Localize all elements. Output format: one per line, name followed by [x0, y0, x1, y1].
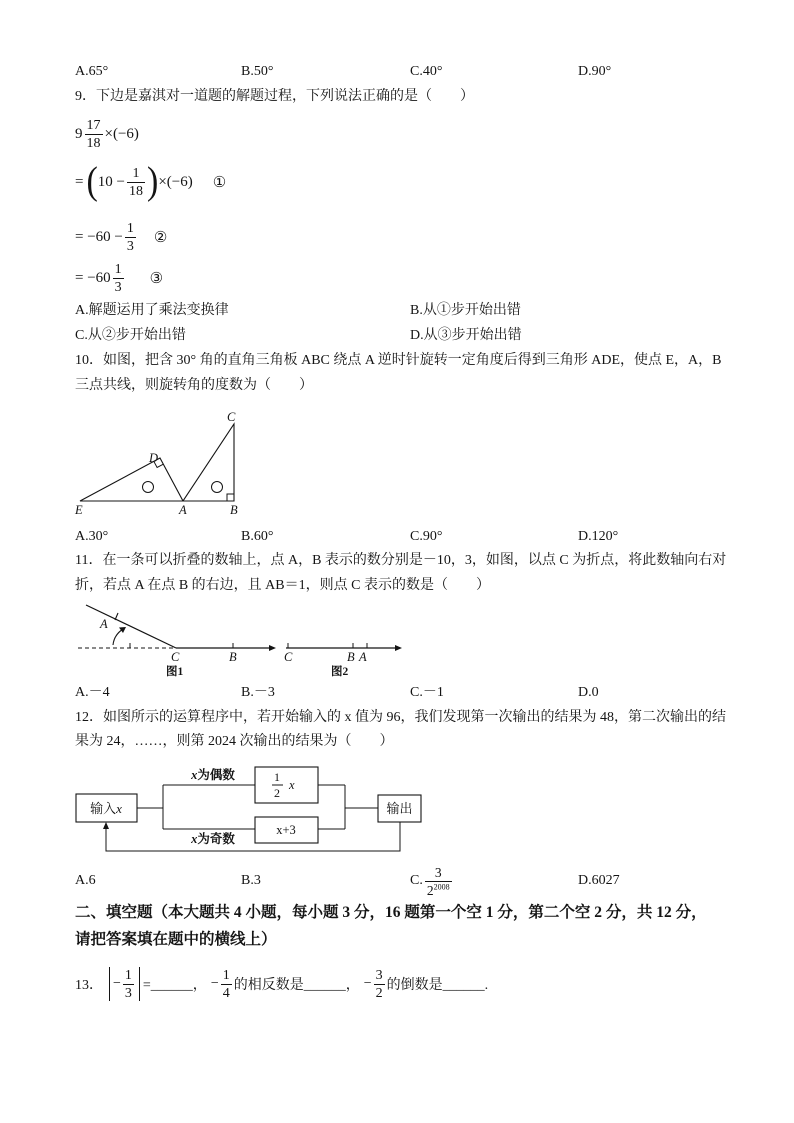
step-marker: ③: [149, 270, 164, 287]
numerator: 1: [132, 165, 140, 181]
axis-arrow-1: [269, 645, 276, 651]
power-exponent: 2008: [433, 882, 450, 891]
triangle-ade: [80, 458, 183, 501]
label-d: D: [149, 451, 159, 465]
feedback-loop: [106, 822, 400, 851]
label-b: B: [230, 503, 238, 517]
q11-option-d: D.0: [578, 685, 599, 700]
fig2-label-c: C: [284, 650, 293, 664]
minus-sign: −: [210, 976, 219, 991]
q9-step-0: [75, 116, 139, 152]
q8-option-a: A.65°: [75, 64, 109, 79]
fig2-label-b: B: [347, 650, 355, 664]
triangle-abc: [183, 424, 234, 501]
expression-part: 10 −: [97, 173, 126, 190]
q13: [75, 966, 488, 1002]
option-c-fraction: [425, 865, 452, 898]
equals-sign: =: [75, 173, 84, 190]
fig1-label-b: B: [229, 650, 237, 664]
right-paren: ): [147, 160, 159, 203]
q12-flowchart: [72, 760, 427, 856]
denominator: 3: [126, 238, 134, 254]
fraction: [221, 968, 232, 1001]
q10-stem-line-1: 10．如图，把含 30° 角的直角三角板 ABC 绕点 A 逆时针旋转一定角度后得到三角形 ADE，使点 E，A，B: [75, 353, 722, 368]
minus-sign: −: [363, 976, 372, 991]
q10-stem-line-2: 三点共线，则旋转角的度数为（ ）: [75, 378, 313, 393]
section-2-heading-line-2: 请把答案填在题中的横线上）: [75, 931, 277, 948]
q9-option-a: A.解题运用了乘法变换律: [75, 303, 229, 318]
q12-stem-line-2: 果为 24，……，则第 2024 次输出的结果为（ ）: [75, 734, 394, 749]
fraction: [85, 118, 103, 151]
label-e: E: [75, 503, 83, 517]
half-numerator: 1: [274, 770, 280, 784]
label-a: A: [179, 503, 187, 517]
denominator: 4: [222, 985, 230, 1001]
q9-step-1: [75, 162, 226, 202]
fig1-caption: 图1: [166, 666, 184, 678]
q8-option-c: C.40°: [410, 64, 443, 79]
q9-option-c: C.从②步开始出错: [75, 328, 186, 343]
q10-option-b: B.60°: [241, 529, 274, 544]
q9-option-d: D.从③步开始出错: [410, 328, 522, 343]
mixed-number-whole: 9: [75, 125, 83, 142]
step-marker: ②: [153, 229, 168, 246]
q10-option-c: C.90°: [410, 529, 443, 544]
q9-stem: 9．下边是嘉淇对一道题的解题过程，下列说法正确的是（ ）: [75, 89, 474, 104]
q12-stem-line-1: 12．如图所示的运算程序中，若开始输入的 x 值为 96，我们发现第一次输出的结果为 48，第二次输出的结: [75, 710, 726, 725]
expression-part: = −60: [75, 269, 111, 286]
axis-arrow-2: [395, 645, 402, 651]
odd-variable: x: [191, 832, 198, 846]
expression-tail: ×(−6): [104, 125, 139, 142]
denominator: 18: [86, 135, 101, 151]
fraction: [113, 262, 124, 295]
q12-option-b: B.3: [241, 873, 261, 888]
half-variable: x: [289, 778, 295, 792]
q11-option-b: B.－3: [241, 685, 275, 700]
left-paren: (: [86, 160, 98, 203]
denominator: 3: [124, 985, 132, 1001]
denominator: 2: [375, 985, 383, 1001]
output-box-label: 输出: [386, 801, 413, 816]
q8-option-d: D.90°: [578, 64, 612, 79]
numerator: 17: [86, 117, 101, 133]
label-c: C: [227, 410, 236, 424]
triangle-hole-ade: [143, 482, 154, 493]
q11-stem-line-2: 折，若点 A 在点 B 的右边，且 AB＝1，则点 C 表示的数是（ ）: [75, 578, 490, 593]
q10-option-a: A.30°: [75, 529, 109, 544]
fraction: [127, 166, 145, 199]
half-denominator: 2: [274, 786, 280, 800]
fold-arrow-head: [119, 627, 126, 633]
input-label-text: 输入: [90, 801, 117, 816]
half-box: [255, 767, 318, 803]
even-condition-label: [190, 767, 235, 782]
triangle-hole-abc: [212, 482, 223, 493]
q11-figure: [75, 600, 410, 680]
numerator: 1: [124, 967, 132, 983]
fig2-caption: 图2: [331, 666, 349, 678]
blank-3-text: 的倒数是______.: [386, 978, 489, 993]
absolute-value: [109, 967, 140, 1001]
even-text: 为偶数: [197, 768, 235, 782]
odd-condition-label: [190, 831, 235, 846]
option-c-prefix: C.: [410, 873, 423, 888]
q10-figure: [70, 405, 250, 520]
input-box-label: [90, 801, 122, 816]
numerator: 1: [114, 261, 122, 277]
denominator: 18: [129, 183, 144, 199]
plus-three-label: x+3: [276, 823, 296, 837]
power-base: 2: [426, 882, 434, 898]
fraction: [374, 968, 385, 1001]
step-marker: ①: [212, 174, 227, 191]
right-angle-marker-b: [227, 494, 234, 501]
q10-option-d: D.120°: [578, 529, 619, 544]
denominator: [425, 881, 452, 898]
fold-arrow: [113, 629, 123, 645]
section-2-heading-line-1: 二、填空题（本大题共 4 小题，每小题 3 分，16 题第一个空 1 分，第二个空 2 分，共 12 分，: [75, 904, 707, 921]
q12-option-d: D.6027: [578, 873, 620, 888]
minus-sign: −: [113, 976, 121, 991]
fig1-label-a: A: [100, 617, 108, 631]
fraction: [123, 968, 134, 1001]
numerator: 3: [434, 864, 442, 880]
q9-step-3: [75, 261, 163, 295]
odd-text: 为奇数: [197, 832, 235, 846]
feedback-arrow-head: [103, 822, 109, 829]
numerator: 1: [126, 220, 134, 236]
expression-part: = −60 −: [75, 228, 123, 245]
q11-stem-line-1: 11．在一条可以折叠的数轴上，点 A，B 表示的数分别是－10，3，如图，以点 C 为折点，将此数轴向右对: [75, 553, 727, 568]
even-variable: x: [191, 768, 198, 782]
fig2-label-a: A: [359, 650, 367, 664]
q12-option-c: [410, 862, 454, 900]
blank-1-text: =______，: [142, 978, 207, 993]
denominator: 3: [114, 279, 122, 295]
expression-tail: ×(−6): [158, 173, 193, 190]
q9-step-2: [75, 220, 167, 254]
q12-option-a: A.6: [75, 873, 96, 888]
q11-option-a: A.－4: [75, 685, 110, 700]
q9-option-b: B.从①步开始出错: [410, 303, 521, 318]
q11-option-c: C.－1: [410, 685, 444, 700]
numerator: 3: [375, 967, 383, 983]
input-variable: x: [116, 801, 122, 816]
blank-2-text: 的相反数是______，: [233, 978, 360, 993]
fraction: [125, 221, 136, 254]
fig1-label-c: C: [171, 650, 180, 664]
q8-option-b: B.50°: [241, 64, 274, 79]
numerator: 1: [222, 967, 230, 983]
question-number: 13．: [75, 978, 103, 993]
